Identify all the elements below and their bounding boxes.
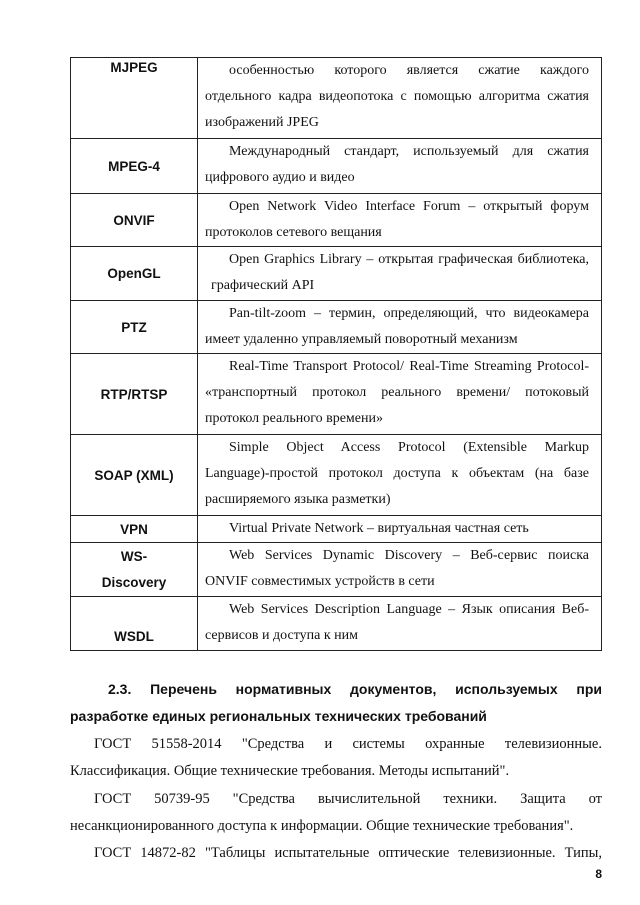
term-label: OpenGL	[107, 266, 161, 281]
table-row	[71, 543, 602, 597]
section-heading-line: разработке единых региональных технических требований	[70, 708, 487, 724]
term-label: WSDL	[114, 629, 154, 644]
paragraph-line: несанкционированного доступа к информации. Общие технические требования".	[70, 818, 574, 834]
definition-cell	[198, 247, 602, 301]
definition-first-line: Web Services Description Language – Язык описания Веб-	[229, 602, 589, 617]
definition-first-line: Open Graphics Library – открытая графическая библиотека,	[229, 252, 589, 267]
table-row	[71, 194, 602, 247]
table-row	[71, 247, 602, 301]
section-heading-line: 2.3. Перечень нормативных документов, используемых при	[108, 681, 602, 697]
definition-cell	[198, 58, 602, 139]
table-row	[71, 354, 602, 435]
paragraph-line: Классификация. Общие технические требования. Методы испытаний".	[70, 763, 510, 779]
term-label-part: WS-	[120, 548, 148, 564]
paragraph	[70, 786, 602, 840]
definition-cell	[198, 139, 602, 194]
term-cell	[71, 58, 198, 139]
term-label: PTZ	[121, 319, 147, 335]
definition-rest: Language)-простой протокол доступа к объектам (на базе расширяемого языка разметки)	[205, 466, 589, 507]
definition-first-line: Simple Object Access Protocol (Extensible Markup	[229, 440, 589, 455]
definition-rest: протоколов сетевого вещания	[205, 225, 382, 240]
table-row	[71, 58, 602, 139]
paragraph-line: ГОСТ 14872-82 "Таблицы испытательные оптические телевизионные. Типы,	[94, 845, 602, 861]
paragraph-line: ГОСТ 51558-2014 "Средства и системы охранные телевизионные.	[94, 736, 602, 752]
term-cell	[71, 301, 198, 354]
definition-rest: графический API	[211, 278, 315, 293]
definition-rest: цифрового аудио и видео	[205, 170, 355, 185]
page-number: 8	[595, 867, 602, 881]
term-cell	[71, 516, 198, 543]
paragraph	[70, 731, 602, 785]
term-label: MJPEG	[110, 60, 158, 75]
term-label-part: Discovery	[101, 574, 167, 590]
definition-rest: «транспортный протокол реального времени/ потоковый протокол реального времени»	[205, 385, 589, 426]
definition-first-line: Международный стандарт, используемый для сжатия	[229, 144, 589, 159]
term-cell	[71, 194, 198, 247]
term-label: MPEG-4	[108, 158, 160, 174]
term-label: SOAP (XML)	[94, 467, 174, 483]
term-label: VPN	[120, 521, 148, 537]
definition-rest: отдельного кадра видеопотока с помощью алгоритма сжатия изображений JPEG	[205, 89, 589, 130]
definition-cell	[198, 543, 602, 597]
definition-cell	[198, 301, 602, 354]
table-row	[71, 516, 602, 543]
term-cell	[71, 247, 198, 301]
term-label: RTP/RTSP	[100, 386, 168, 402]
section-heading	[70, 676, 602, 730]
paragraph-line: ГОСТ 50739-95 "Средства вычислительной техники. Защита от	[94, 791, 602, 807]
term-label: ONVIF	[113, 212, 155, 228]
table-row	[71, 139, 602, 194]
table-row	[71, 301, 602, 354]
definition-rest: сервисов и доступа к ним	[205, 628, 358, 643]
definition-first-line: Pan-tilt-zoom – термин, определяющий, что видеокамера	[229, 306, 589, 321]
definition-cell	[198, 194, 602, 247]
definition-cell	[198, 597, 602, 651]
definition-rest: ONVIF совместимых устройств в сети	[205, 574, 435, 589]
term-cell	[71, 354, 198, 435]
definition-first-line: Web Services Dynamic Discovery – Веб-сервис поиска	[229, 548, 589, 563]
definition-cell	[198, 435, 602, 516]
term-cell	[71, 597, 198, 651]
definition-first-line: особенностью которого является сжатие каждого	[229, 63, 589, 78]
definition-rest: имеет удаленно управляемый поворотный механизм	[205, 332, 518, 347]
term-cell	[71, 139, 198, 194]
definition-first-line: Open Network Video Interface Forum – открытый форум	[229, 199, 589, 214]
table-row	[71, 435, 602, 516]
definition-first-line: Real-Time Transport Protocol/ Real-Time Streaming Protocol-	[229, 359, 589, 374]
glossary-table	[70, 57, 602, 651]
term-cell	[71, 435, 198, 516]
term-cell	[71, 543, 198, 597]
table-row	[71, 597, 602, 651]
definition-cell	[198, 516, 602, 543]
definition-cell	[198, 354, 602, 435]
definition-first-line: Virtual Private Network – виртуальная частная сеть	[229, 521, 529, 536]
paragraph	[70, 840, 602, 867]
